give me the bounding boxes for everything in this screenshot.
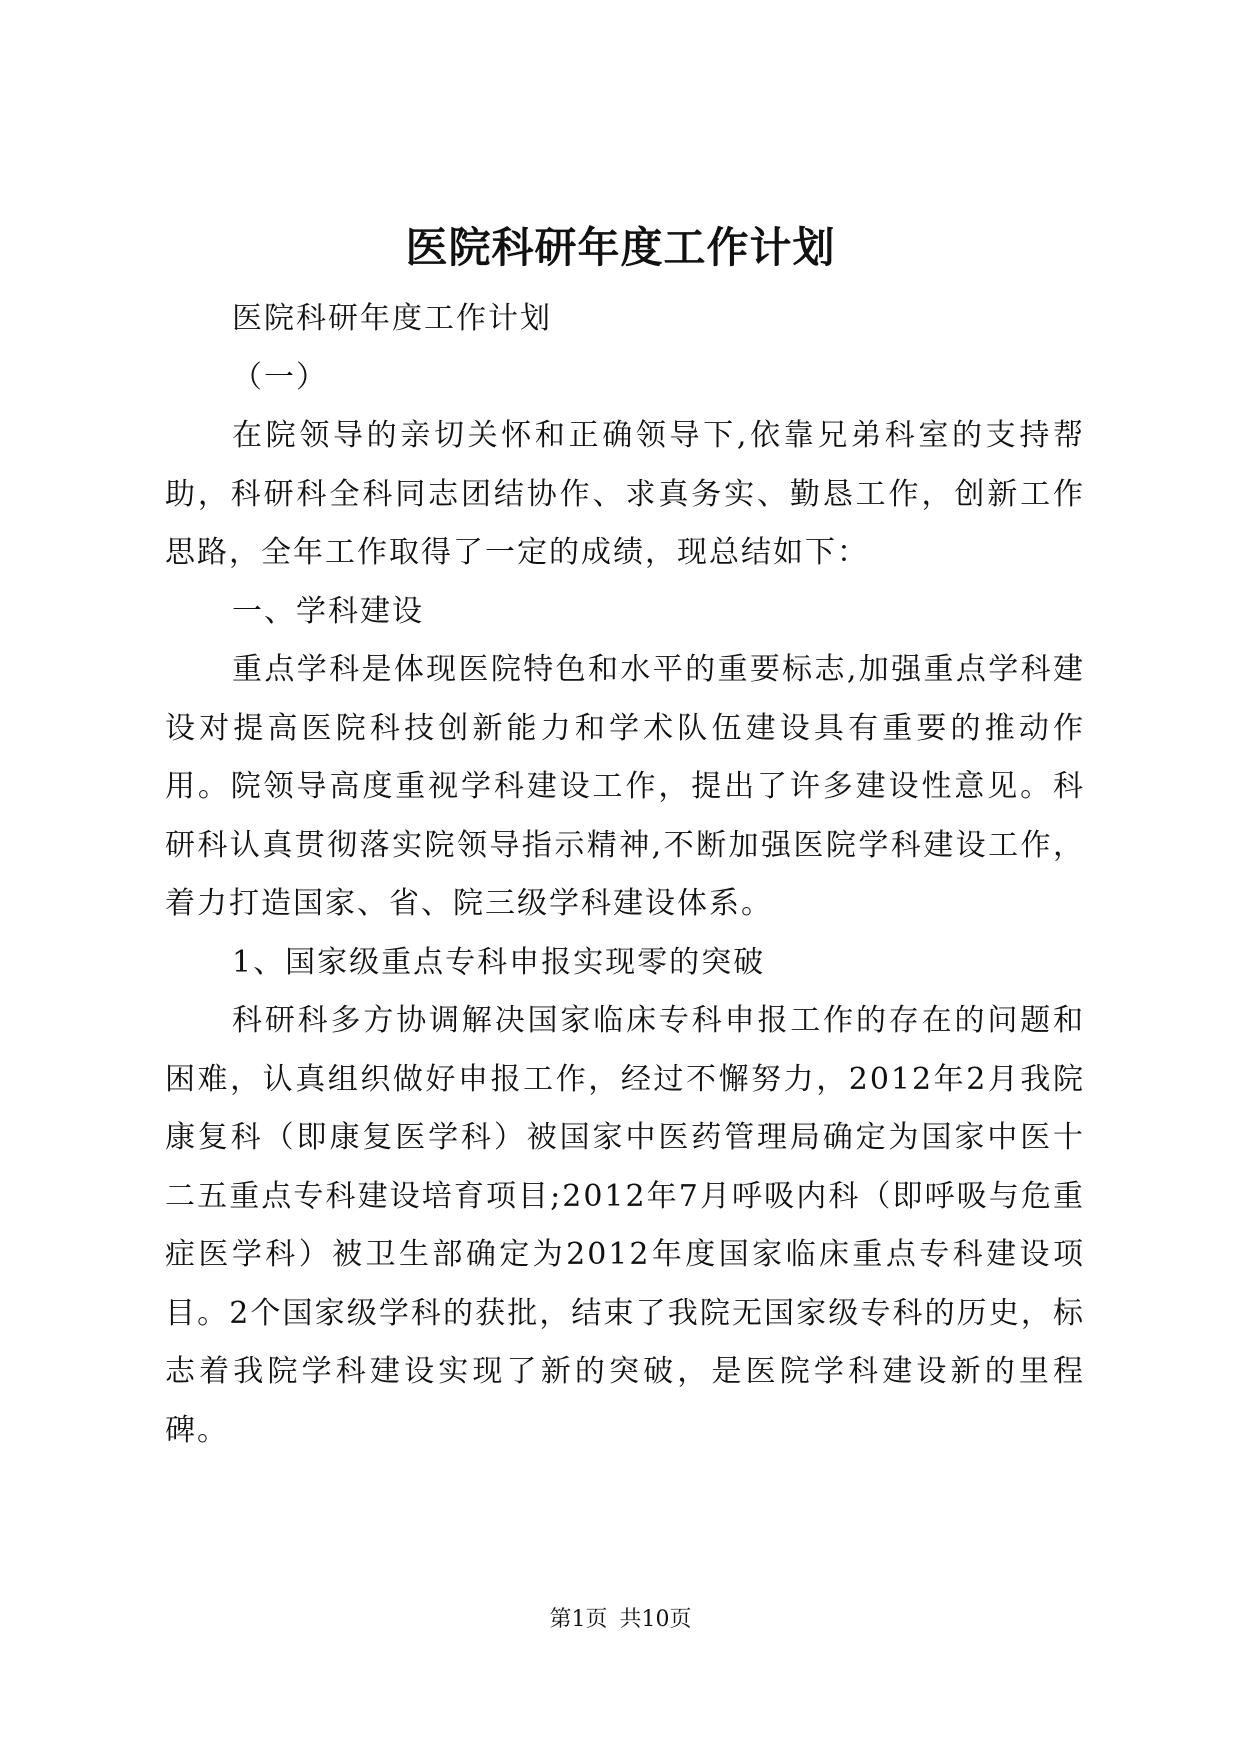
section-heading-discipline: 一、学科建设 [232, 593, 424, 629]
paragraph-national: 科研科多方协调解决国家临床专科申报工作的存在的问题和困难，认真组织做好申报工作，经过不懈努力，2012年2月我院康复科（即康复医学科）被国家中医药管理局确定为国家中医十二五重点专科建设培育项目;2012年7月呼吸内科（即呼吸与危重症医学科）被卫生部确定为2012年度国家临床重点专科建设项目。2个国家级学科的获批，结束了我院无国家级专科的历史，标志着我院学科建设实现了新的突破，是医院学科建设新的里程碑。 [165, 1003, 1085, 1448]
paragraph-intro: 在院领导的亲切关怀和正确领导下,依靠兄弟科室的支持帮助，科研科全科同志团结协作、求真务实、勤恳工作，创新工作思路，全年工作取得了一定的成绩，现总结如下： [165, 418, 1085, 570]
paragraph-discipline: 重点学科是体现医院特色和水平的重要标志,加强重点学科建设对提高医院科技创新能力和学术队伍建设具有重要的推动作用。院领导高度重视学科建设工作，提出了许多建设性意见。科研科认真贯彻落实院领导指示精神,不断加强医院学科建设工作，着力打造国家、省、院三级学科建设体系。 [165, 652, 1085, 921]
page-footer [0, 1605, 1241, 1635]
page-number: 第1页 [549, 1607, 608, 1632]
paragraph-section-number: （一） [232, 359, 328, 395]
document-body [165, 290, 1085, 1460]
subsection-heading-national: 1、国家级重点专科申报实现零的突破 [232, 944, 766, 980]
paragraph-subtitle: 医院科研年度工作计划 [232, 301, 552, 336]
page-total: 共10页 [619, 1607, 692, 1632]
document-title: 医院科研年度工作计划 [405, 223, 836, 272]
